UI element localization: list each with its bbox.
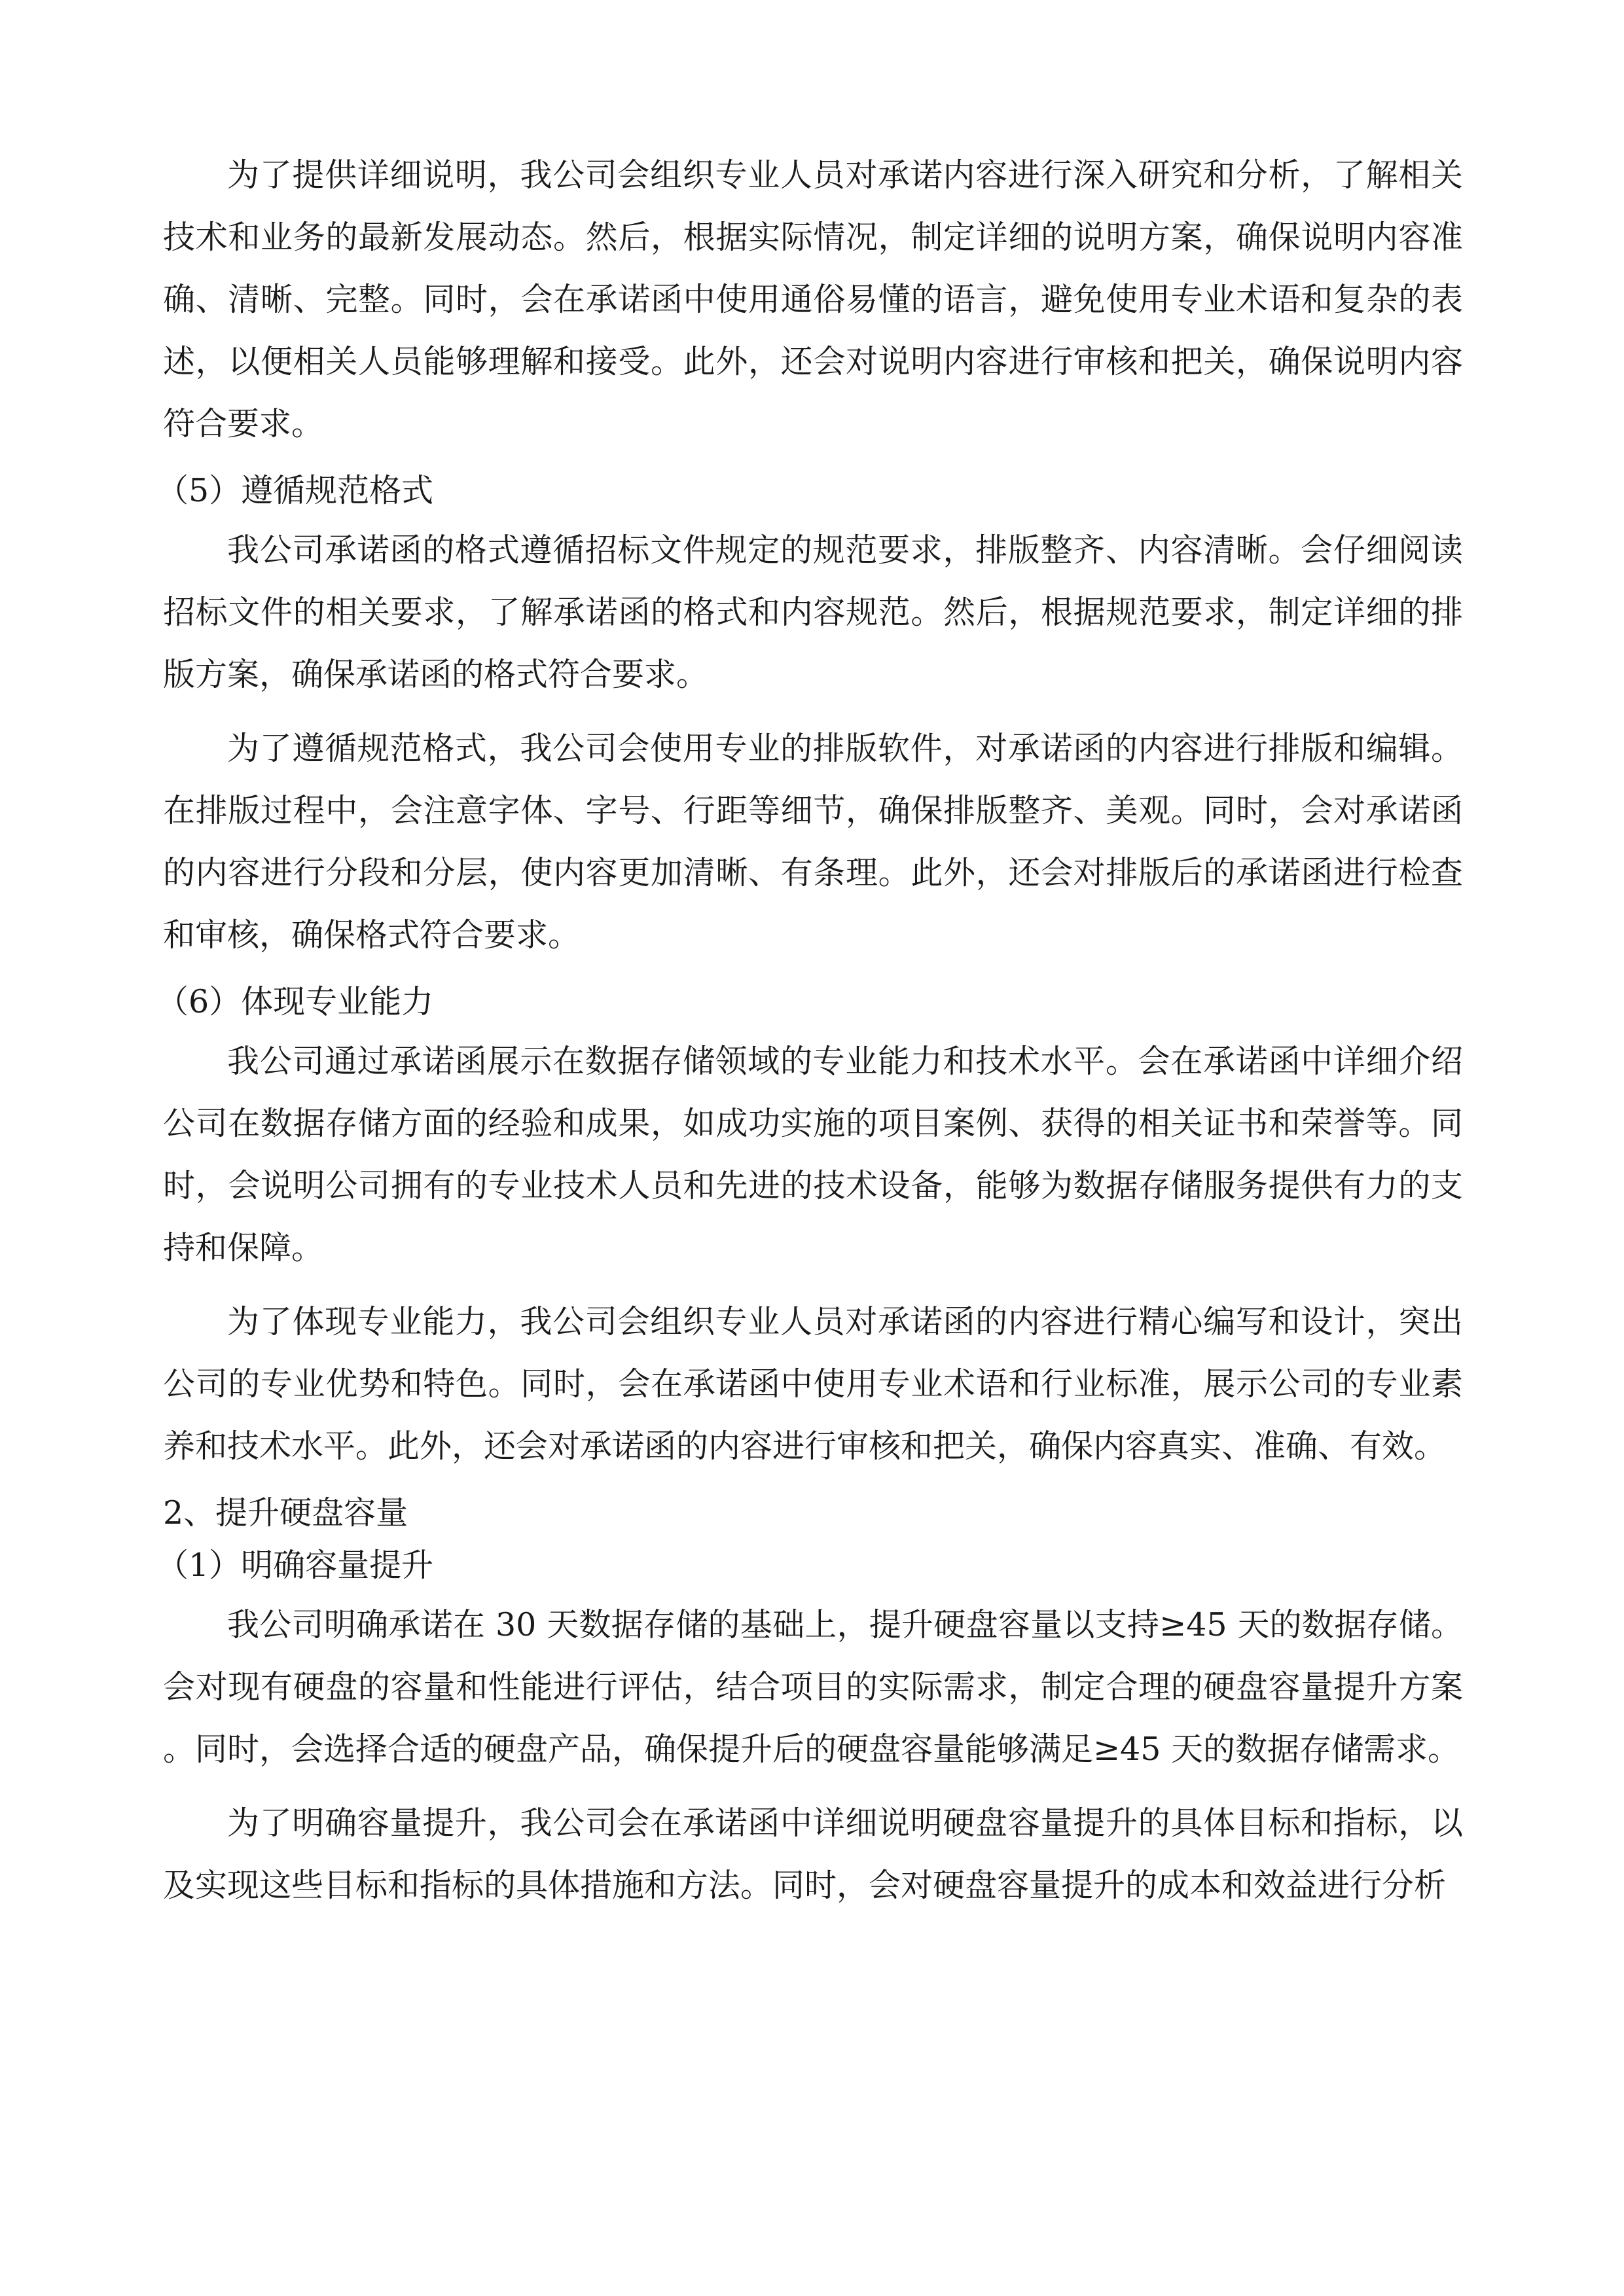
paragraph-format-typesetting: 为了遵循规范格式，我公司会使用专业的排版软件，对承诺函的内容进行排版和编辑。在排版过程中，会注意字体、字号、行距等细节，确保排版整齐、美观。同时，会对承诺函的内容进行分段和分层，使内容更加清晰、有条理。此外，还会对排版后的承诺函进行检查和审核，确保格式符合要求。 [163,730,1463,954]
paragraph-capacity-details: 为了明确容量提升，我公司会在承诺函中详细说明硬盘容量提升的具体目标和指标，以及实现这些目标和指标的具体措施和方法。同时，会对硬盘容量提升的成本和效益进行分析 [163,1804,1463,1904]
document-body [156,144,1463,1928]
paragraph-capacity-commitment: 我公司明确承诺在 30 天数据存储的基础上，提升硬盘容量以支持≥45 天的数据存储。会对现有硬盘的容量和性能进行评估，结合项目的实际需求，制定合理的硬盘容量提升方案。同时，会选择合适的硬盘产品，确保提升后的硬盘容量能够满足≥45 天的数据存储需求。 [163,1606,1463,1768]
heading-professional-ability: （6）体现专业能力 [156,983,434,1020]
heading-follow-format: （5）遵循规范格式 [156,472,434,509]
paragraph-detailed-explanation: 为了提供详细说明，我公司会组织专业人员对承诺内容进行深入研究和分析，了解相关技术和业务的最新发展动态。然后，根据实际情况，制定详细的说明方案，确保说明内容准确、清晰、完整。同时，会在承诺函中使用通俗易懂的语言，避免使用专业术语和复杂的表述，以便相关人员能够理解和接受。此外，还会对说明内容进行审核和把关，确保说明内容符合要求。 [163,156,1463,442]
paragraph-format-requirements: 我公司承诺函的格式遵循招标文件规定的规范要求，排版整齐、内容清晰。会仔细阅读招标文件的相关要求，了解承诺函的格式和内容规范。然后，根据规范要求，制定详细的排版方案，确保承诺函的格式符合要求。 [163,531,1463,693]
heading-clear-capacity-increase: （1）明确容量提升 [156,1547,434,1584]
paragraph-ability-showcase: 我公司通过承诺函展示在数据存储领域的专业能力和技术水平。会在承诺函中详细介绍公司在数据存储方面的经验和成果，如成功实施的项目案例、获得的相关证书和荣誉等。同时，会说明公司拥有的专业技术人员和先进的技术设备，能够为数据存储服务提供有力的支持和保障。 [163,1043,1463,1266]
heading-increase-disk-capacity: 2、提升硬盘容量 [163,1494,408,1532]
paragraph-ability-writing: 为了体现专业能力，我公司会组织专业人员对承诺函的内容进行精心编写和设计，突出公司的专业优势和特色。同时，会在承诺函中使用专业术语和行业标准，展示公司的专业素养和技术水平。此外，还会对承诺函的内容进行审核和把关，确保内容真实、准确、有效。 [163,1303,1463,1465]
